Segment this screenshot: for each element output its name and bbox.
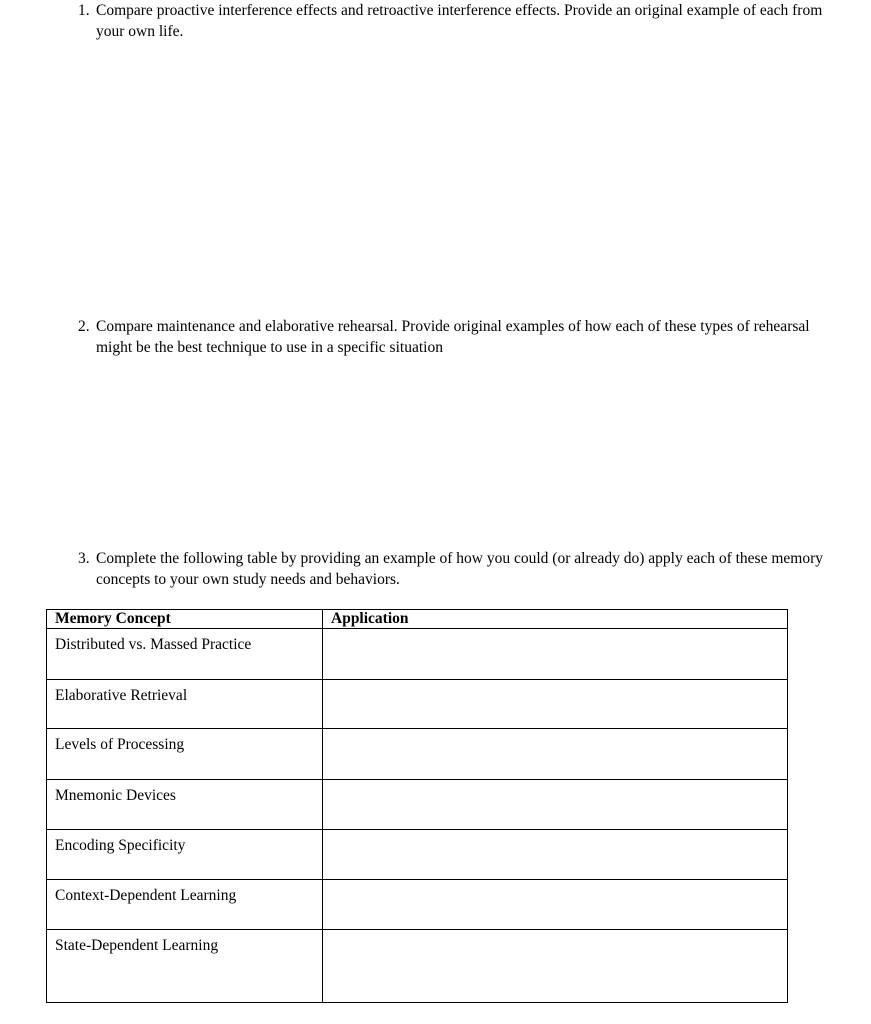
concept-cell: Encoding Specificity (47, 830, 323, 880)
application-cell[interactable] (323, 880, 788, 930)
header-memory-concept: Memory Concept (47, 610, 323, 629)
question-number: 1. (78, 2, 90, 19)
concept-cell: Mnemonic Devices (47, 780, 323, 830)
table-row (47, 629, 788, 680)
question-2 (78, 316, 848, 358)
question-1 (78, 0, 848, 42)
application-cell[interactable] (323, 729, 788, 780)
concept-cell: Distributed vs. Massed Practice (47, 629, 323, 680)
table-row (47, 780, 788, 830)
table-row (47, 930, 788, 1003)
application-cell[interactable] (323, 680, 788, 729)
question-number: 3. (78, 550, 90, 567)
question-text: Compare proactive interference effects and retroactive interference effects. Provide an original example of each from your own life. (96, 2, 823, 40)
application-cell[interactable] (323, 930, 788, 1003)
question-3 (78, 548, 848, 590)
question-text: Complete the following table by providing an example of how you could (or already do) apply each of these memory concepts to your own study needs and behaviors. (96, 550, 824, 588)
application-cell[interactable] (323, 629, 788, 680)
application-cell[interactable] (323, 780, 788, 830)
table-header-row (47, 610, 788, 629)
table-row (47, 880, 788, 930)
header-application: Application (323, 610, 788, 629)
concept-cell: State-Dependent Learning (47, 930, 323, 1003)
question-number: 2. (78, 318, 90, 335)
table-row (47, 830, 788, 880)
concept-cell: Context-Dependent Learning (47, 880, 323, 930)
application-cell[interactable] (323, 830, 788, 880)
concept-cell: Levels of Processing (47, 729, 323, 780)
concept-cell: Elaborative Retrieval (47, 680, 323, 729)
table-row (47, 680, 788, 729)
table-row (47, 729, 788, 780)
memory-concept-table (46, 609, 788, 1003)
question-text: Compare maintenance and elaborative rehearsal. Provide original examples of how each of these types of rehearsal might be the best technique to use in a specific situation (96, 318, 810, 356)
